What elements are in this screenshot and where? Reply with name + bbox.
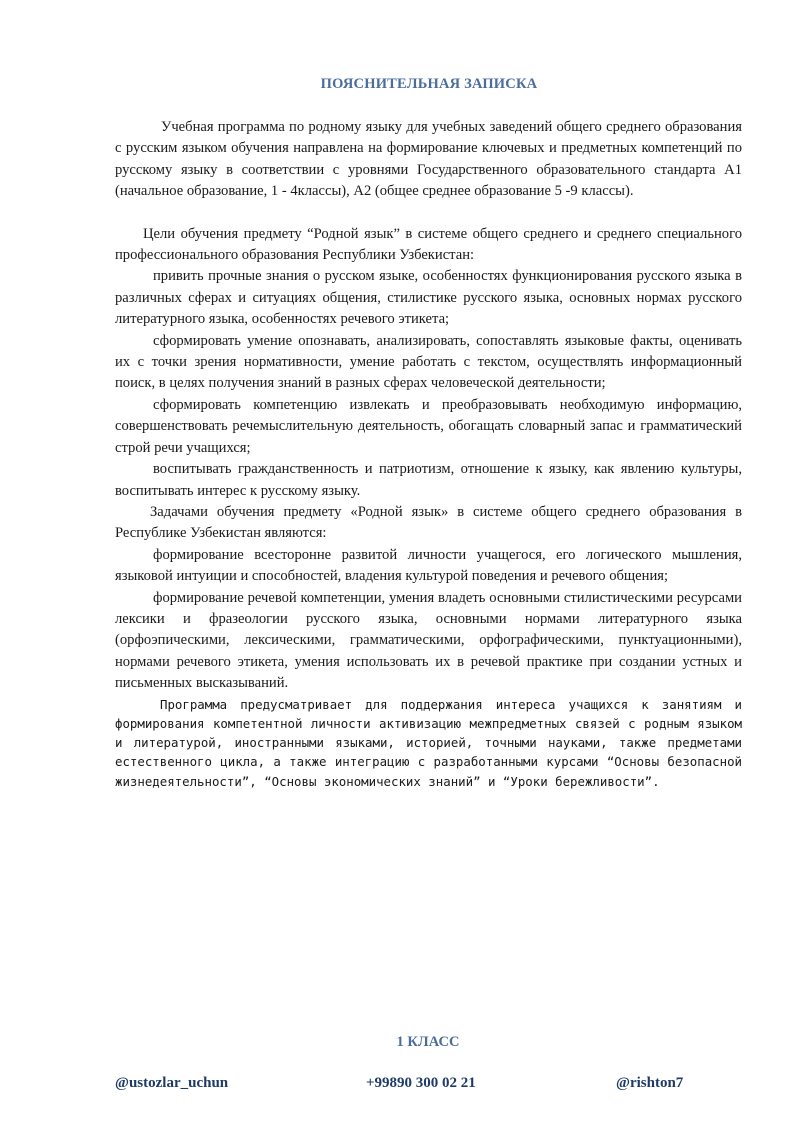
class-heading: 1 КЛАСС [396, 1034, 460, 1050]
footer-phone: +99890 300 02 21 [366, 1075, 476, 1091]
program-paragraph: Программа предусматривает для поддержания интереса учащихся к занятиям и формирования компетентной личности активизацию межпредметных связей с родным языком и литературой, иностранными языками, историей, точными науками, также предметами естественного цикла, а также интеграцию с разработанными курсами “Основы безопасной жизнедеятельности”, “Основы экономических знаний” и “Уроки бережливости”. [115, 696, 742, 789]
goal-item: воспитывать гражданственность и патриотизм, отношение к языку, как явлению культуры, воспитывать интерес к русскому языку. [115, 461, 742, 499]
task-item: формирование речевой компетенции, умения владеть основными стилистическими ресурсами лексики и фразеологии русского языка, основными нормами литературного языка (орфоэпическими, лексическими, грамматическими, орфографическими, пунктуационными), нормами речевого этикета, умения использовать их в речевой практике при создании устных и письменных высказываний. [115, 589, 742, 692]
paragraph-gap [115, 203, 742, 224]
goal-item: привить прочные знания о русском языке, особенностях функционирования русского языка в различных сферах и ситуациях общения, стилистике русского языка, основных нормах русского литературного языка, особенностях речевого этикета; [115, 268, 742, 328]
goal-item: сформировать умение опознавать, анализировать, сопоставлять языковые факты, оценивать их с точки зрения нормативности, умение работать с текстом, осуществлять информационный поиск, в целях получения знаний в разных сферах человеческой деятельности; [115, 332, 742, 392]
goal-item: сформировать компетенцию извлекать и преобразовывать необходимую информацию, совершенствовать речемыслительную деятельность, обогащать словарный запас и грамматический строй речи учащихся; [115, 396, 742, 456]
goals-lead-paragraph: Цели обучения предмету “Родной язык” в системе общего среднего и среднего специального профессионального образования Республики Узбекистан: [115, 225, 742, 264]
task-item: формирование всесторонне развитой личности учащегося, его логического мышления, языковой интуиции и способностей, владения культурой поведения и речевого общения; [115, 546, 742, 585]
tasks-lead-paragraph: Задачами обучения предмету «Родной язык» в системе общего среднего образования в Республике Узбекистан являются: [115, 503, 742, 542]
page-title: ПОЯСНИТЕЛЬНАЯ ЗАПИСКА [320, 76, 538, 92]
footer-telegram-handle: @ustozlar_uchun [115, 1075, 229, 1091]
document-body [115, 117, 742, 791]
intro-paragraph: Учебная программа по родному языку для учебных заведений общего среднего образования с русским языком обучения направлена на формирование ключевых и предметных компетенций по русскому языку в соответствии с уровнями Государственного образовательного стандарта А1 (начальное образование, 1 - 4классы), А2 (общее среднее образование 5 -9 классы). [115, 119, 742, 200]
footer-channel-handle: @rishton7 [616, 1075, 684, 1091]
